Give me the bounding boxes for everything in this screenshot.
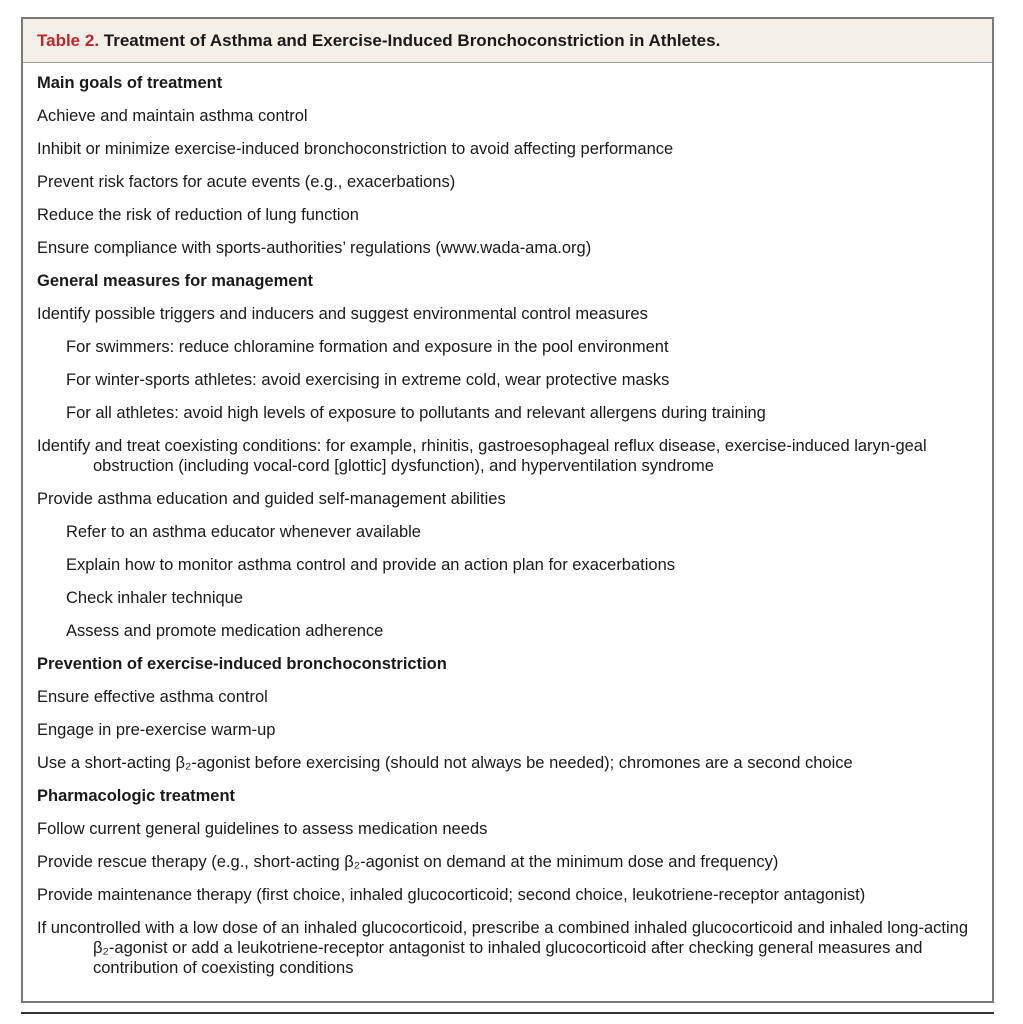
table-row: Provide rescue therapy (e.g., short-acting β₂-agonist on demand at the minimum dose and frequency) — [37, 853, 779, 871]
table-row: Inhibit or minimize exercise-induced bronchoconstriction to avoid affecting performance — [37, 140, 674, 158]
table-row: Identify possible triggers and inducers and suggest environmental control measures — [37, 305, 648, 323]
table-subrow: Refer to an asthma educator whenever available — [66, 523, 421, 541]
table-row: Ensure effective asthma control — [37, 688, 268, 706]
table-subrow: For all athletes: avoid high levels of exposure to pollutants and relevant allergens during training — [66, 404, 766, 422]
table-row: Identify and treat coexisting conditions: for example, rhinitis, gastroesophageal reflux disease, exercise-induced laryn-geal obstruction (including vocal-cord [glottic] dysfunction), and hyperventilation syndrome — [37, 437, 927, 475]
table-row: Provide maintenance therapy (first choice, inhaled glucocorticoid; second choice, leukotriene-receptor antagonist) — [37, 886, 866, 904]
table-title: Treatment of Asthma and Exercise-Induced Bronchoconstriction in Athletes. — [103, 31, 721, 50]
table-row: Provide asthma education and guided self-management abilities — [37, 490, 506, 508]
table-2 — [21, 17, 994, 1003]
table-row: Use a short-acting β₂-agonist before exercising (should not always be needed); chromones are a second choice — [37, 754, 853, 772]
table-label: Table 2. — [37, 31, 100, 50]
bottom-rule — [21, 1012, 994, 1014]
table-row: Achieve and maintain asthma control — [37, 107, 308, 125]
table-subrow: Explain how to monitor asthma control and provide an action plan for exacerbations — [66, 556, 676, 574]
table-subrow: For swimmers: reduce chloramine formation and exposure in the pool environment — [66, 338, 669, 356]
table-subrow: Assess and promote medication adherence — [66, 622, 384, 640]
section-heading-prevention: Prevention of exercise-induced bronchoconstriction — [37, 655, 447, 673]
table-row: If uncontrolled with a low dose of an inhaled glucocorticoid, prescribe a combined inhaled glucocorticoid and inhaled long-acting β₂-agonist or add a leukotriene-receptor antagonist to inhaled glucocorticoid after checking general measures and contribution of coexisting conditions — [37, 919, 968, 977]
table-row: Engage in pre-exercise warm-up — [37, 721, 276, 739]
section-heading-pharmacologic: Pharmacologic treatment — [37, 787, 236, 805]
table-row: Ensure compliance with sports-authorities’ regulations (www.wada-ama.org) — [37, 239, 592, 257]
section-heading-goals: Main goals of treatment — [37, 74, 223, 92]
section-heading-general-measures: General measures for management — [37, 272, 314, 290]
table-subrow: For winter-sports athletes: avoid exercising in extreme cold, wear protective masks — [66, 371, 670, 389]
table-row: Prevent risk factors for acute events (e.g., exacerbations) — [37, 173, 456, 191]
table-body — [23, 63, 992, 985]
table-caption — [23, 19, 992, 63]
table-row: Follow current general guidelines to assess medication needs — [37, 820, 488, 838]
table-subrow: Check inhaler technique — [66, 589, 244, 607]
table-row: Reduce the risk of reduction of lung function — [37, 206, 359, 224]
